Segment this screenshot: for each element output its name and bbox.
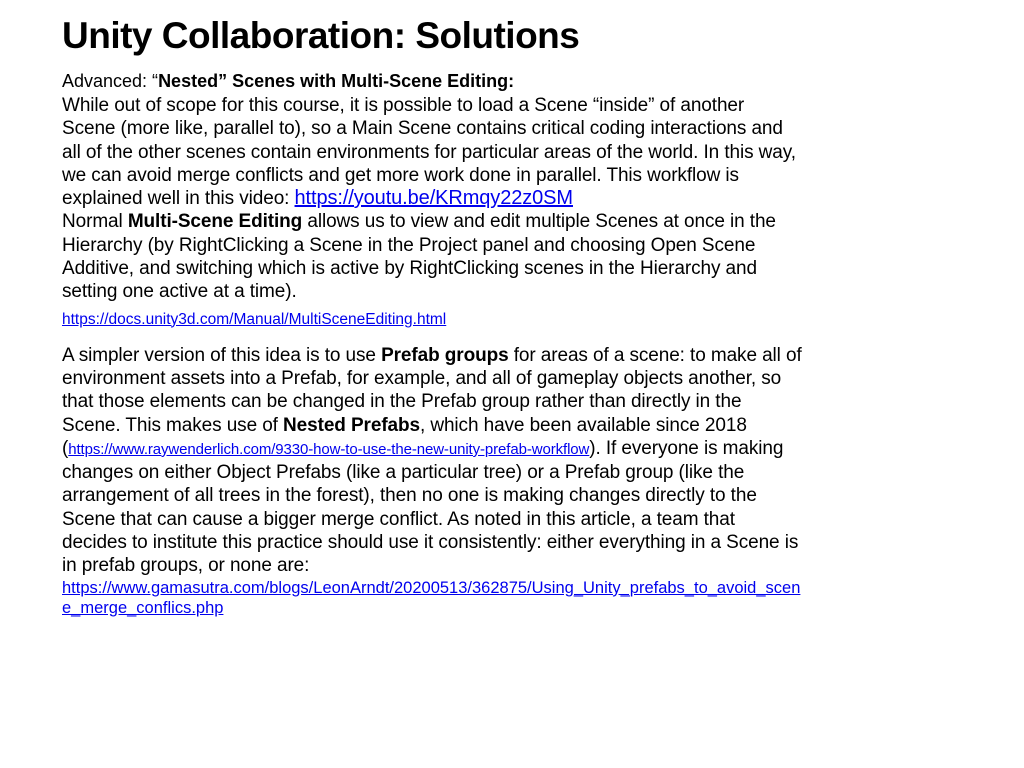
prefab-groups-paragraph xyxy=(62,344,802,578)
raywenderlich-link[interactable]: https://www.raywenderlich.com/9330-how-to-use-the-new-unity-prefab-workflow xyxy=(68,440,590,458)
unity-docs-link[interactable]: https://docs.unity3d.com/Manual/MultiSceneEditing.html xyxy=(62,310,447,328)
multi-scene-bold: Multi-Scene Editing xyxy=(127,211,303,233)
unity-docs-link-line xyxy=(62,310,802,330)
slide-content xyxy=(62,14,802,618)
nested-scenes-text: While out of scope for this course, it is possible to load a Scene “inside” of another Scene (more like, parallel to), so a Main Scene contains critical coding interactions and all of the other scenes contain environments for particular areas of the world. In this way, we can avoid merge conflicts and get more work done in parallel. This workflow is explained well in this video: xyxy=(62,95,796,210)
multi-scene-editing-paragraph xyxy=(62,210,802,303)
nested-prefabs-bold: Nested Prefabs xyxy=(283,414,420,436)
subheading-bold: Nested” Scenes with Multi-Scene Editing: xyxy=(158,71,515,91)
multi-scene-prefix: Normal xyxy=(62,211,128,233)
nested-scenes-paragraph xyxy=(62,94,802,210)
slide-title: Unity Collaboration: Solutions xyxy=(62,15,580,56)
prefab-text-1: for areas of a scene: to make all of environment assets into a Prefab, for example, and all of gameplay objects another, so that those elements can be changed in the Prefab group rather than directly in the Scene. This makes use of xyxy=(62,344,802,436)
section-subheading xyxy=(62,70,802,92)
prefab-prefix: A simpler version of this idea is to use xyxy=(62,344,382,366)
gamasutra-link[interactable]: https://www.gamasutra.com/blogs/LeonArndt/20200513/362875/Using_Unity_prefabs_to_avoid_scene_merge_conflics.php xyxy=(62,578,801,617)
subheading-prefix: Advanced: “ xyxy=(62,71,159,91)
prefab-text-2: , which have been available since 2018 ( xyxy=(62,414,747,459)
prefab-text-3: ). If everyone is making changes on either Object Prefabs (like a particular tree) or a Prefab group (like the arrangement of all trees in the forest), then no one is making changes directly to the Scene that can cause a bigger merge conflict. As noted in this article, a team that decides to institute this practice should use it consistently: either everything in a Scene is in prefab groups, or none are: xyxy=(62,437,799,577)
youtube-video-link[interactable]: https://youtu.be/KRmqy22z0SM xyxy=(294,187,573,210)
prefab-groups-bold: Prefab groups xyxy=(381,344,509,366)
gamasutra-link-line xyxy=(62,578,802,618)
multi-scene-text: allows us to view and edit multiple Scenes at once in the Hierarchy (by RightClicking a Scene in the Project panel and choosing Open Scene Additive, and switching which is active by RightClicking scenes in the Hierarchy and setting one active at a time). xyxy=(62,211,776,303)
